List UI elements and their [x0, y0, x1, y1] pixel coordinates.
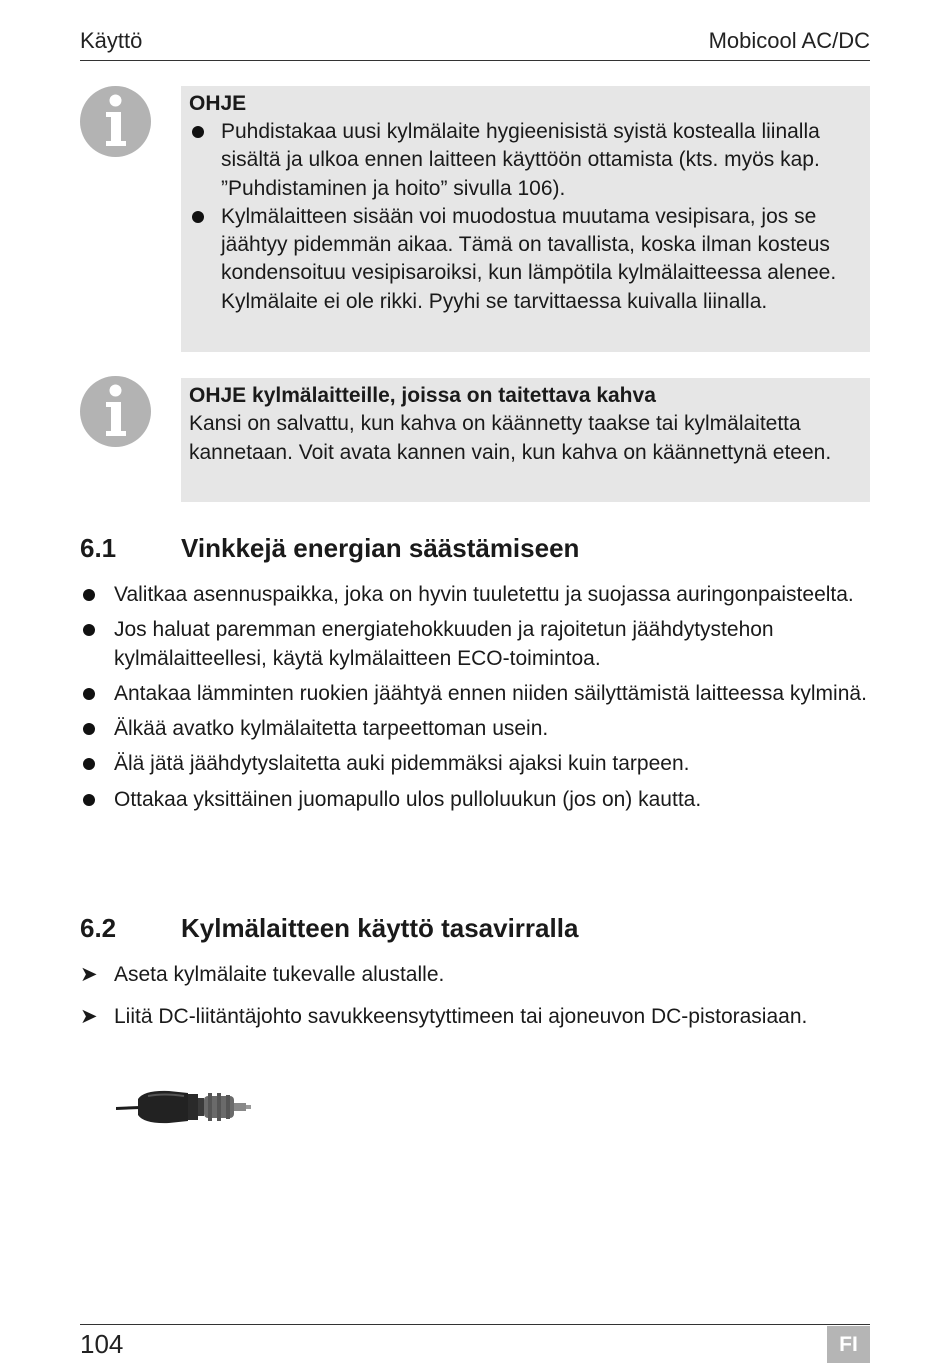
note-item: Kylmälaitteen sisään voi muodostua muutama vesipisara, jos se jäähtyy pidemmän aikaa. Tämä on tavallista, koska ilman kosteus kondensoituu vesipisaroiksi, kun lämpötila kylmälaitteessa alenee. Kylmälaite ei ole rikki. Pyyhi se tarvittaessa kuivalla liinalla. [189, 203, 858, 316]
list-item: Jos haluat paremman energiatehokkuuden ja rajoitetun jäähdytystehon kylmälaitteellesi, käytä kylmälaitteen ECO-toimintoa. [80, 616, 880, 673]
section-number: 6.1 [80, 533, 117, 563]
section-heading [80, 533, 579, 564]
header-divider [80, 60, 870, 61]
step-item [80, 961, 880, 989]
dc-plug-image [114, 1085, 256, 1129]
note-title: OHJE kylmälaitteille, joissa on taitettava kahva [189, 384, 656, 407]
note-box [181, 86, 870, 352]
note-text: Kansi on salvattu, kun kahva on käännetty taakse tai kylmälaitetta kannetaan. Voit avata kannen vain, kun kahva on käännettynä eteen. [189, 412, 832, 464]
list-item: Älkää avatko kylmälaitetta tarpeettoman usein. [80, 715, 880, 743]
list-item: Antakaa lämminten ruokien jäähtyä ennen niiden säilyttämistä laitteessa kylminä. [80, 680, 880, 708]
steps-list [80, 961, 880, 1046]
arrow-icon: ➤ [80, 1005, 98, 1029]
list-item: Valitkaa asennuspaikka, joka on hyvin tuuletettu ja suojassa auringonpaisteelta. [80, 581, 880, 609]
step-text: Aseta kylmälaite tukevalle alustalle. [114, 963, 445, 986]
section-heading [80, 913, 578, 944]
note-title: OHJE [189, 92, 247, 115]
note-box [181, 378, 870, 502]
note-item: Puhdistakaa uusi kylmälaite hygieenisistä syistä kostealla liinalla sisältä ja ulkoa ennen laitteen käyttöön ottamista (kts. myös kap. ”Puhdistaminen ja hoito” sivulla 106). [189, 118, 858, 203]
step-item [80, 1003, 880, 1031]
section-title: Vinkkejä energian säästämiseen [181, 533, 580, 563]
list-item: Älä jätä jäähdytyslaitetta auki pidemmäksi ajaksi kuin tarpeen. [80, 750, 880, 778]
arrow-icon: ➤ [80, 963, 98, 986]
header-product: Mobicool AC/DC [708, 28, 870, 53]
info-icon [80, 376, 151, 447]
language-badge: FI [827, 1326, 870, 1363]
tips-list [80, 581, 880, 821]
footer-divider [80, 1324, 870, 1325]
section-number: 6.2 [80, 913, 117, 943]
info-icon [80, 86, 151, 157]
list-item: Ottakaa yksittäinen juomapullo ulos pulloluukun (jos on) kautta. [80, 786, 880, 814]
header-chapter: Käyttö [80, 28, 143, 53]
page-number: 104 [80, 1329, 124, 1359]
step-text: Liitä DC-liitäntäjohto savukkeensytyttimeen tai ajoneuvon DC-pistorasiaan. [114, 1005, 808, 1029]
note-list [189, 118, 858, 316]
section-title: Kylmälaitteen käyttö tasavirralla [181, 913, 579, 943]
